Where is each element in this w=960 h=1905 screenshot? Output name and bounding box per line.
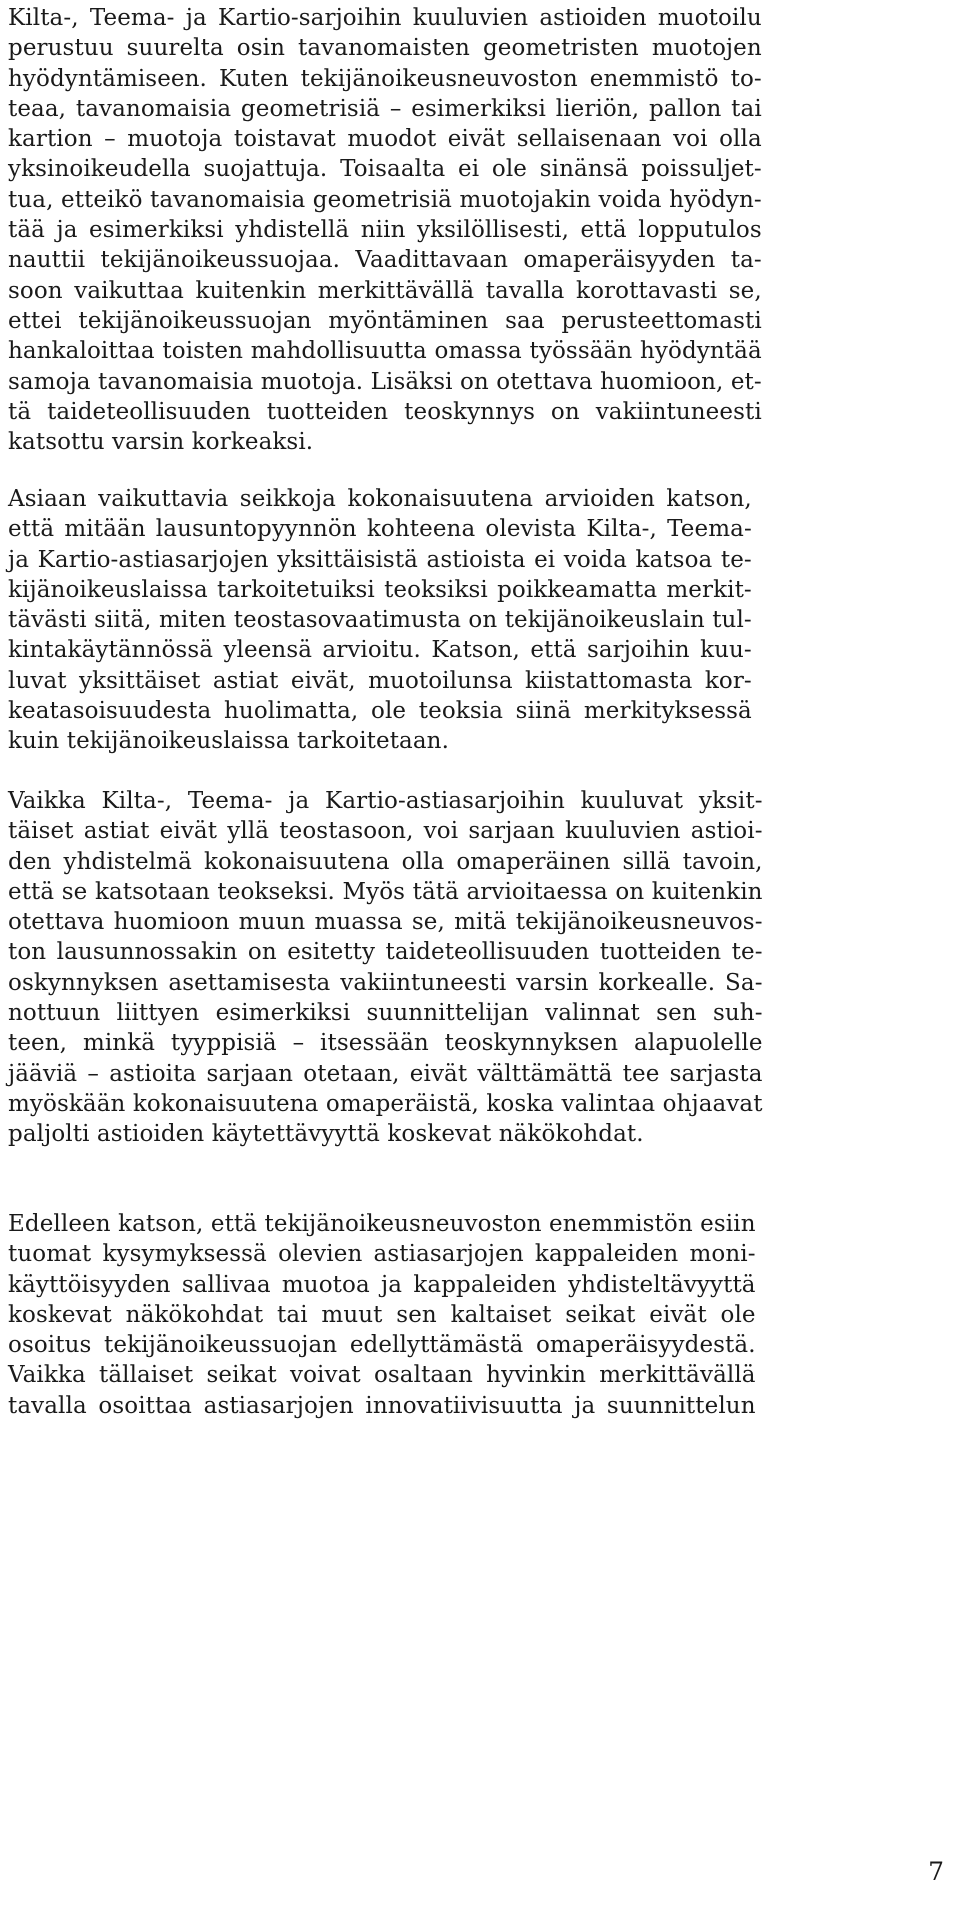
text-line: soon vaikuttaa kuitenkin merkittävällä tavalla korottavasti se, bbox=[8, 277, 762, 304]
text-line: käyttöisyyden sallivaa muotoa ja kappaleiden yhdisteltävyyttä bbox=[8, 1271, 756, 1298]
text-line: luvat yksittäiset astiat eivät, muotoilunsa kiistattomasta kor- bbox=[8, 667, 752, 694]
text-line: teaa, tavanomaisia geometrisiä – esimerkiksi lieriön, pallon tai bbox=[8, 95, 762, 122]
paragraph-1 bbox=[8, 3, 762, 457]
text-line: Vaikka tällaiset seikat voivat osaltaan hyvinkin merkittävällä bbox=[8, 1362, 756, 1389]
text-line: yksinoikeudella suojattuja. Toisaalta ei ole sinänsä poissuljet- bbox=[8, 156, 762, 183]
text-line: tävästi siitä, miten teostasovaatimusta on tekijänoikeuslain tul- bbox=[8, 607, 752, 634]
text-line: perustuu suurelta osin tavanomaisten geometristen muotojen bbox=[8, 35, 762, 62]
text-line: täiset astiat eivät yllä teostasoon, voi sarjaan kuuluvien astioi- bbox=[8, 818, 763, 845]
text-line: teen, minkä tyyppisiä – itsessään teoskynnyksen alapuolelle bbox=[8, 1030, 763, 1057]
paragraph-4 bbox=[8, 1209, 756, 1421]
text-line: ja Kartio-astiasarjojen yksittäisistä astioista ei voida katsoa te- bbox=[8, 546, 752, 573]
text-line: tuomat kysymyksessä olevien astiasarjojen kappaleiden moni- bbox=[8, 1241, 756, 1268]
text-line: Vaikka Kilta-, Teema- ja Kartio-astiasarjoihin kuuluvat yksit- bbox=[8, 788, 763, 814]
text-line: otettava huomioon muun muassa se, mitä tekijänoikeusneuvos- bbox=[8, 909, 763, 936]
text-line: keatasoisuudesta huolimatta, ole teoksia siinä merkityksessä bbox=[8, 698, 752, 725]
text-line: että se katsotaan teokseksi. Myös tätä arvioitaessa on kuitenkin bbox=[8, 878, 763, 905]
text-line: kijänoikeuslaissa tarkoitetuiksi teoksiksi poikkeamatta merkit- bbox=[8, 576, 752, 603]
text-line: ettei tekijänoikeussuojan myöntäminen saa perusteettomasti bbox=[8, 307, 762, 334]
text-line: Kilta-, Teema- ja Kartio-sarjoihin kuuluvien astioiden muotoilu bbox=[8, 5, 762, 31]
text-line: kartion – muotoja toistavat muodot eivät sellaisenaan voi olla bbox=[8, 126, 762, 153]
paragraph-3 bbox=[8, 786, 763, 1150]
text-line: tä taideteollisuuden tuotteiden teoskynnys on vakiintuneesti bbox=[8, 398, 762, 425]
text-line: koskevat näkökohdat tai muut sen kaltaiset seikat eivät ole bbox=[8, 1301, 756, 1328]
text-line: nottuun liittyen esimerkiksi suunnittelijan valinnat sen suh- bbox=[8, 1000, 763, 1027]
text-line: kintakäytännössä yleensä arvioitu. Katson, että sarjoihin kuu- bbox=[8, 637, 752, 664]
text-line: kuin tekijänoikeuslaissa tarkoitetaan. bbox=[8, 728, 449, 755]
text-line: tavalla osoittaa astiasarjojen innovatiivisuutta ja suunnittelun bbox=[8, 1392, 756, 1419]
text-line: että mitään lausuntopyynnön kohteena olevista Kilta-, Teema- bbox=[8, 516, 752, 543]
text-line: oskynnyksen asettamisesta vakiintuneesti varsin korkealle. Sa- bbox=[8, 969, 763, 996]
text-line: myöskään kokonaisuutena omaperäistä, koska valintaa ohjaavat bbox=[8, 1090, 763, 1117]
text-line: hankaloittaa toisten mahdollisuutta omassa työssään hyödyntää bbox=[8, 338, 762, 365]
paragraph-2 bbox=[8, 484, 752, 757]
text-line: hyödyntämiseen. Kuten tekijänoikeusneuvoston enemmistö to- bbox=[8, 65, 762, 92]
text-line: katsottu varsin korkeaksi. bbox=[8, 429, 314, 456]
text-line: tää ja esimerkiksi yhdistellä niin yksilöllisesti, että lopputulos bbox=[8, 217, 762, 244]
page-number: 7 bbox=[928, 1857, 944, 1886]
text-line: Asiaan vaikuttavia seikkoja kokonaisuutena arvioiden katson, bbox=[8, 486, 752, 512]
text-line: paljolti astioiden käytettävyyttä koskevat näkökohdat. bbox=[8, 1121, 644, 1148]
text-line: samoja tavanomaisia muotoja. Lisäksi on otettava huomioon, et- bbox=[8, 368, 762, 395]
text-line: tua, etteikö tavanomaisia geometrisiä muotojakin voida hyödyn- bbox=[8, 186, 762, 213]
text-line: ton lausunnossakin on esitetty taideteollisuuden tuotteiden te- bbox=[8, 939, 763, 966]
text-line: nauttii tekijänoikeussuojaa. Vaadittavaan omaperäisyyden ta- bbox=[8, 247, 762, 274]
text-line: Edelleen katson, että tekijänoikeusneuvoston enemmistön esiin bbox=[8, 1211, 756, 1237]
text-line: osoitus tekijänoikeussuojan edellyttämästä omaperäisyydestä. bbox=[8, 1332, 756, 1359]
text-line: jääviä – astioita sarjaan otetaan, eivät välttämättä tee sarjasta bbox=[8, 1060, 763, 1087]
text-line: den yhdistelmä kokonaisuutena olla omaperäinen sillä tavoin, bbox=[8, 848, 763, 875]
